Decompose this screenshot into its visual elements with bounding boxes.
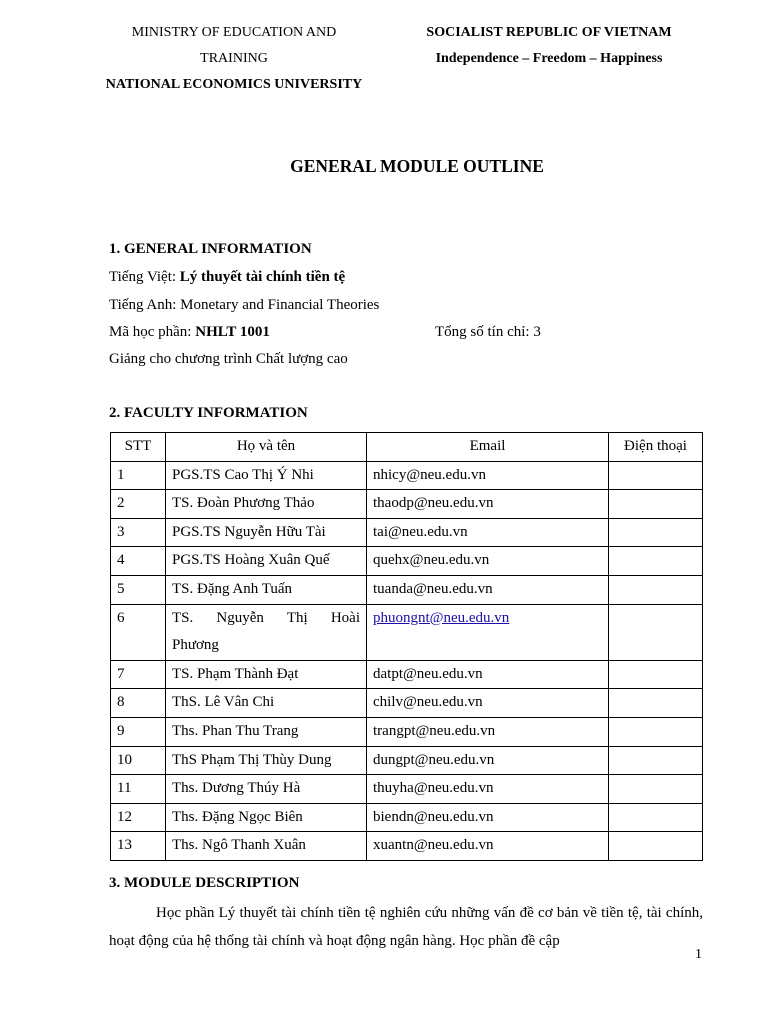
row-stt: 9	[111, 717, 166, 746]
row-email: thuyha@neu.edu.vn	[367, 775, 609, 804]
row-stt: 12	[111, 803, 166, 832]
university-name: NATIONAL ECONOMICS UNIVERSITY	[105, 77, 363, 92]
table-row	[111, 803, 703, 832]
module-code-label: Mã học phần:	[109, 324, 196, 340]
table-row	[111, 832, 703, 861]
row-email: xuantn@neu.edu.vn	[367, 832, 609, 861]
section-2-heading: 2. FACULTY INFORMATION	[109, 405, 308, 421]
row-phone	[609, 575, 703, 604]
column-header-email: Email	[367, 433, 609, 462]
row-name: PGS.TS Cao Thị Ý Nhi	[166, 461, 367, 490]
row-phone	[609, 518, 703, 547]
credits-label: Tổng số tín chỉ:	[435, 324, 534, 340]
english-name-value: Monetary and Financial Theories	[180, 297, 380, 313]
row-stt: 11	[111, 775, 166, 804]
row-email	[367, 604, 609, 660]
table-row	[111, 604, 703, 660]
page-number: 1	[695, 947, 702, 962]
vietnamese-name-line	[109, 269, 345, 286]
row-stt: 10	[111, 746, 166, 775]
column-header-stt: STT	[111, 433, 166, 462]
row-stt: 7	[111, 660, 166, 689]
row-email: tuanda@neu.edu.vn	[367, 575, 609, 604]
module-code-value: NHLT 1001	[195, 324, 270, 340]
row-stt: 6	[111, 604, 166, 660]
column-header-name: Họ và tên	[166, 433, 367, 462]
row-stt: 13	[111, 832, 166, 861]
table-row	[111, 547, 703, 576]
module-code-line	[109, 324, 270, 341]
row-stt: 5	[111, 575, 166, 604]
section-3-heading: 3. MODULE DESCRIPTION	[109, 875, 300, 891]
document-title: GENERAL MODULE OUTLINE	[290, 156, 544, 176]
row-phone	[609, 490, 703, 519]
republic-header	[405, 20, 693, 72]
row-phone	[609, 604, 703, 660]
row-email: nhicy@neu.edu.vn	[367, 461, 609, 490]
credits-value: 3	[533, 324, 541, 340]
table-row	[111, 490, 703, 519]
column-header-phone: Điện thoại	[609, 433, 703, 462]
row-email: thaodp@neu.edu.vn	[367, 490, 609, 519]
row-name: TS. Đoàn Phương Thảo	[166, 490, 367, 519]
row-stt: 3	[111, 518, 166, 547]
row-stt: 8	[111, 689, 166, 718]
ministry-header	[88, 20, 380, 98]
row-name: Ths. Đặng Ngọc Biên	[166, 803, 367, 832]
row-email: tai@neu.edu.vn	[367, 518, 609, 547]
row-phone	[609, 689, 703, 718]
row-name	[166, 604, 367, 660]
row-name: ThS Phạm Thị Thùy Dung	[166, 746, 367, 775]
table-row	[111, 575, 703, 604]
table-row	[111, 689, 703, 718]
row-stt: 4	[111, 547, 166, 576]
row-name: TS. Đặng Anh Tuấn	[166, 575, 367, 604]
english-name-label: Tiếng Anh:	[109, 297, 181, 313]
ministry-line-2: TRAINING	[200, 51, 268, 66]
vietnamese-name-label: Tiếng Việt:	[109, 269, 180, 285]
row-phone	[609, 832, 703, 861]
row-phone	[609, 461, 703, 490]
vietnamese-name-value: Lý thuyết tài chính tiền tệ	[179, 269, 346, 285]
row-stt: 2	[111, 490, 166, 519]
row-phone	[609, 717, 703, 746]
row-name: Ths. Ngô Thanh Xuân	[166, 832, 367, 861]
row-phone	[609, 547, 703, 576]
table-row	[111, 518, 703, 547]
section-1-heading: 1. GENERAL INFORMATION	[109, 241, 312, 257]
faculty-table	[110, 432, 703, 861]
row-email: biendn@neu.edu.vn	[367, 803, 609, 832]
module-description-paragraph: Học phần Lý thuyết tài chính tiền tệ nghiên cứu những vấn đề cơ bản về tiền tệ, tài chính, hoạt động của hệ thống tài chính và hoạt động ngân hàng. Học phần đề cập	[109, 905, 703, 949]
republic-motto: Independence – Freedom – Happiness	[435, 51, 663, 66]
republic-name: SOCIALIST REPUBLIC OF VIETNAM	[426, 25, 672, 40]
ministry-line-1: MINISTRY OF EDUCATION AND	[131, 25, 337, 40]
row-email: dungpt@neu.edu.vn	[367, 746, 609, 775]
row-email: chilv@neu.edu.vn	[367, 689, 609, 718]
row-stt: 1	[111, 461, 166, 490]
table-row	[111, 717, 703, 746]
table-row	[111, 660, 703, 689]
row-name-line-2: Phương	[172, 637, 219, 654]
row-name: Ths. Phan Thu Trang	[166, 717, 367, 746]
table-row	[111, 746, 703, 775]
row-name: PGS.TS Nguyễn Hữu Tài	[166, 518, 367, 547]
english-name-line	[109, 297, 379, 314]
row-name-line-1: TS. Nguyễn Thị Hoài	[172, 609, 360, 626]
row-phone	[609, 775, 703, 804]
row-phone	[609, 803, 703, 832]
row-email: quehx@neu.edu.vn	[367, 547, 609, 576]
row-email: datpt@neu.edu.vn	[367, 660, 609, 689]
row-email: trangpt@neu.edu.vn	[367, 717, 609, 746]
table-row	[111, 461, 703, 490]
table-header-row	[111, 433, 703, 462]
credits-line	[435, 324, 541, 341]
row-name: PGS.TS Hoàng Xuân Quế	[166, 547, 367, 576]
row-name: Ths. Dương Thúy Hà	[166, 775, 367, 804]
row-phone	[609, 746, 703, 775]
table-row	[111, 775, 703, 804]
email-link[interactable]: phuongnt@neu.edu.vn	[373, 609, 510, 626]
row-name: TS. Phạm Thành Đạt	[166, 660, 367, 689]
program-line: Giảng cho chương trình Chất lượng cao	[109, 351, 348, 367]
row-name: ThS. Lê Vân Chi	[166, 689, 367, 718]
row-phone	[609, 660, 703, 689]
